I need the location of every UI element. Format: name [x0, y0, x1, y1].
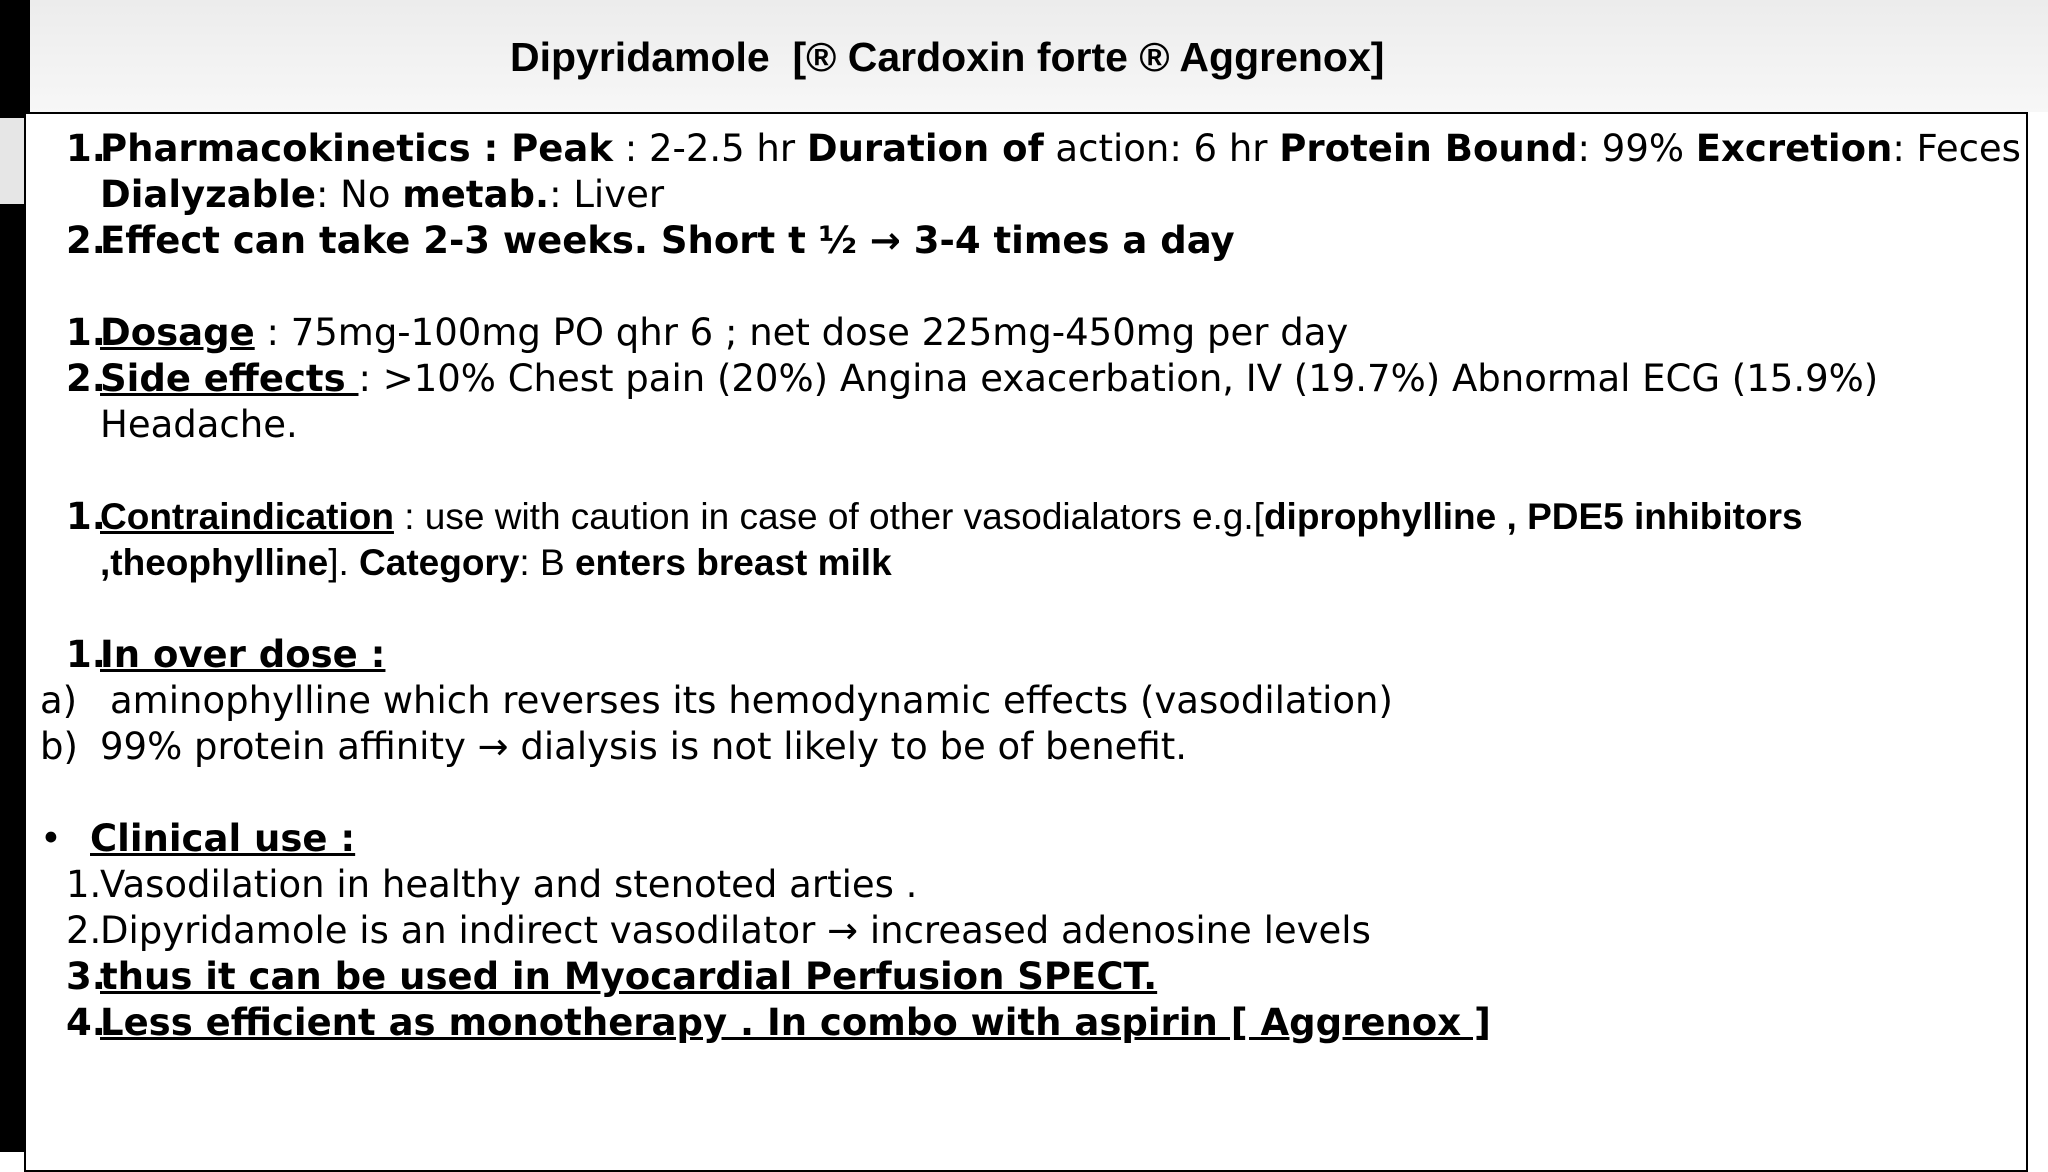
left-edge-tab	[0, 118, 24, 204]
peak-value: : 2-2.5 hr	[612, 127, 807, 170]
list-marker: 2.	[66, 219, 106, 262]
category-value: : B	[519, 542, 575, 583]
peak-label: Peak	[511, 127, 613, 170]
list-marker: b)	[40, 725, 78, 768]
slide-title: Dipyridamole [® Cardoxin forte ® Aggrenox]	[510, 34, 1385, 80]
category-label: Category	[359, 542, 520, 583]
contraindication-drugs-2: ,theophylline	[100, 542, 329, 583]
excretion-value: : Feces	[1892, 127, 2021, 170]
clinical-use-item: Dipyridamole is an indirect vasodilator → increased adenosine levels	[100, 909, 1371, 952]
dialyzable-label: Dialyzable	[100, 173, 316, 216]
list-marker: 1.	[66, 633, 106, 676]
contraindication-line	[100, 494, 1803, 540]
content-box	[24, 112, 2028, 1172]
list-marker: a)	[40, 679, 78, 722]
dosage-value: : 75mg-100mg PO qhr 6 ; net dose 225mg-450mg per day	[254, 311, 1349, 354]
side-effects-value: : >10% Chest pain (20%) Angina exacerbation, IV (19.7%) Abnormal ECG (15.9%)	[358, 357, 1879, 400]
list-marker: 2.	[66, 357, 106, 400]
list-marker: 3.	[66, 955, 106, 998]
metab-value: : Liver	[549, 173, 665, 216]
list-marker: 1.	[66, 863, 102, 906]
pk-label: Pharmacokinetics :	[100, 127, 512, 170]
protein-label: Protein Bound	[1279, 127, 1578, 170]
dosage-line	[100, 310, 1348, 356]
breast-milk-note: enters breast milk	[574, 542, 892, 583]
side-effects-label: Side effects	[100, 357, 359, 400]
list-marker: 1.	[66, 495, 106, 538]
duration-value: action: 6 hr	[1043, 127, 1280, 170]
contraindication-text-2: ].	[328, 542, 360, 583]
contraindication-text: : use with caution in case of other vasodialators e.g.[	[393, 496, 1264, 537]
side-effects-line-2: Headache.	[100, 403, 298, 446]
clinical-use-heading: Clinical use :	[90, 817, 356, 860]
side-effects-line	[100, 356, 1878, 402]
clinical-use-item: Less efficient as monotherapy . In combo with aspirin [ Aggrenox ]	[100, 1001, 1491, 1044]
clinical-use-item: Vasodilation in healthy and stenoted arties .	[100, 863, 918, 906]
pharmacokinetics-line	[100, 126, 2021, 172]
overdose-item-a: aminophylline which reverses its hemodynamic effects (vasodilation)	[110, 679, 1393, 722]
bullet-marker: •	[40, 817, 62, 860]
duration-label: Duration of	[806, 127, 1044, 170]
list-marker: 4.	[66, 1001, 106, 1044]
contraindication-drugs: diprophylline , PDE5 inhibitors	[1263, 496, 1803, 537]
list-marker: 1.	[66, 311, 106, 354]
effect-line: Effect can take 2-3 weeks. Short t ½ → 3-4 times a day	[100, 219, 1235, 262]
dialyzable-value: : No	[315, 173, 403, 216]
overdose-heading: In over dose :	[100, 633, 386, 676]
contraindication-label: Contraindication	[100, 496, 394, 537]
list-marker: 1.	[66, 127, 106, 170]
contraindication-line-2	[100, 540, 892, 586]
list-marker: 2.	[66, 909, 102, 952]
protein-value: : 99%	[1577, 127, 1696, 170]
overdose-item-b: 99% protein affinity → dialysis is not likely to be of benefit.	[100, 725, 1188, 768]
dialyzable-line	[100, 172, 664, 218]
excretion-label: Excretion	[1695, 127, 1893, 170]
clinical-use-item: thus it can be used in Myocardial Perfusion SPECT.	[100, 955, 1158, 998]
metab-label: metab.	[402, 173, 550, 216]
dosage-label: Dosage	[100, 311, 255, 354]
